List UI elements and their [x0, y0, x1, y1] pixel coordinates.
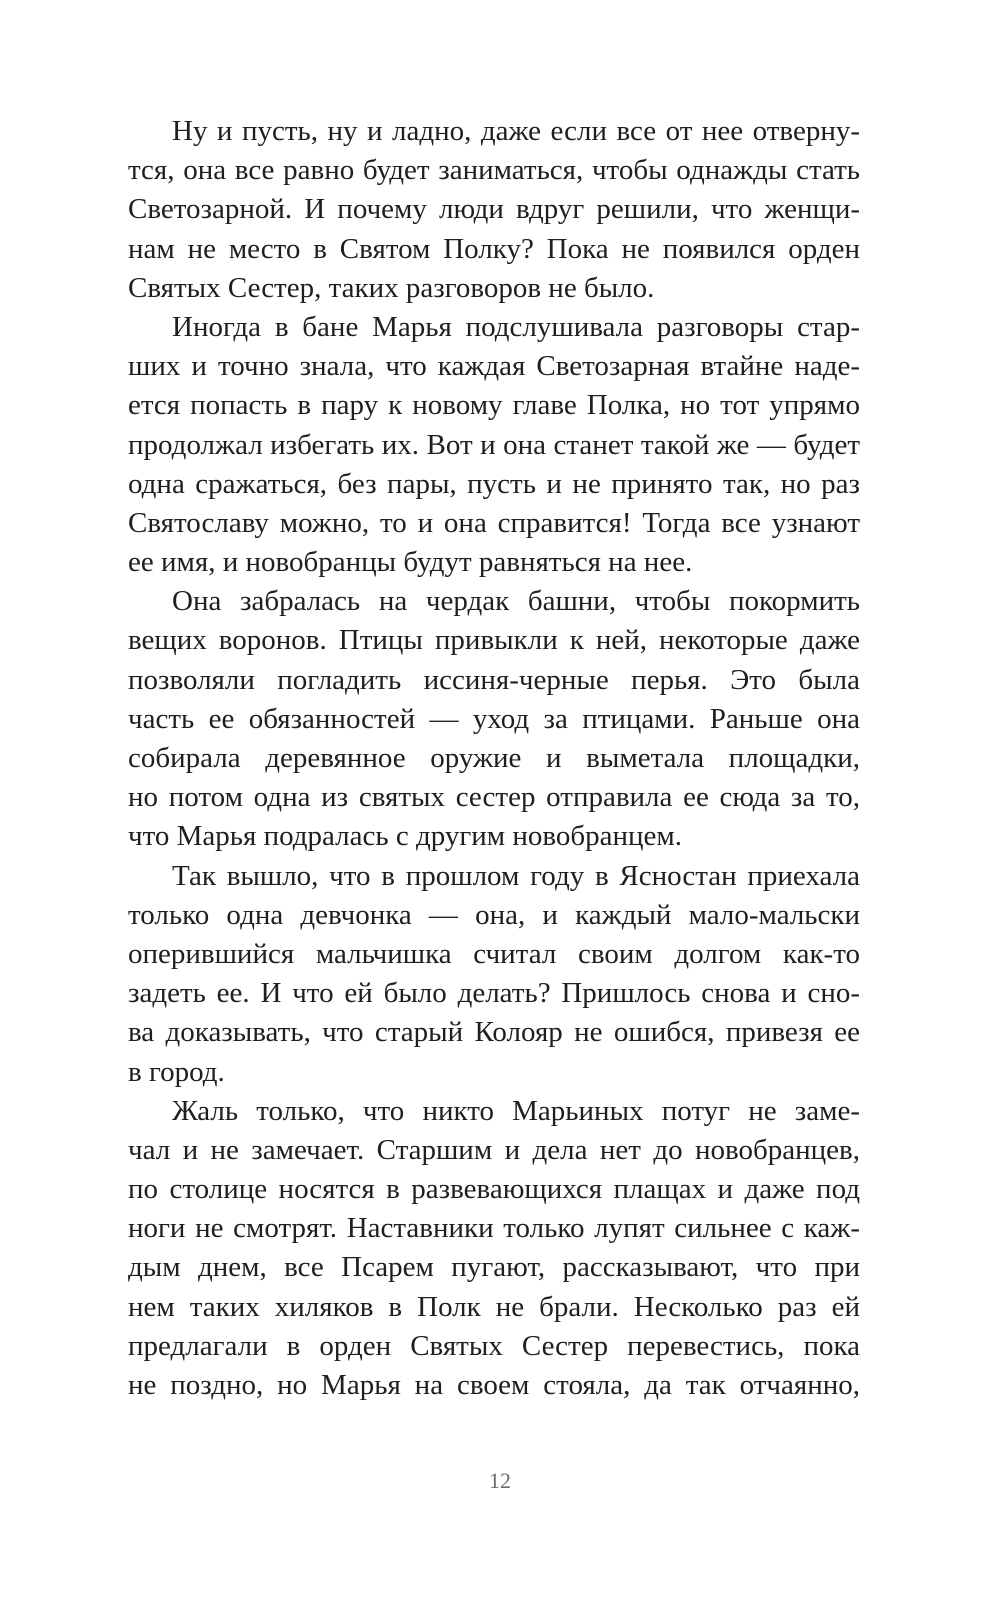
paragraph: [128, 582, 860, 856]
text-line: часть ее обязанностей — уход за птицами. Раньше она: [128, 702, 860, 735]
text-line: Она забралась на чердак башни, чтобы покормить: [172, 585, 860, 618]
text-line: задеть ее. И что ей было делать? Пришлось снова и сно-: [128, 977, 860, 1010]
text-line: ва доказывать, что старый Колояр не ошибся, привезя ее: [128, 1016, 860, 1049]
text-line: оперившийся мальчишка считал своим долгом как-то: [128, 937, 860, 970]
text-line: ноги не смотрят. Наставники только лупят сильнее с каж-: [128, 1212, 860, 1245]
text-line: собирала деревянное оружие и выметала площадки,: [128, 742, 860, 774]
text-line: Светозарной. И почему люди вдруг решили, что женщи-: [128, 193, 860, 226]
text-line: ее имя, и новобранцы будут равняться на нее.: [128, 546, 693, 579]
text-line: вещих воронов. Птицы привыкли к ней, некоторые даже: [128, 624, 860, 657]
text-line: продолжал избегать их. Вот и она станет такой же — будет: [128, 428, 860, 461]
text-line: чал и не замечает. Старшим и дела нет до новобранцев,: [128, 1133, 860, 1166]
text-line: по столице носятся в развевающихся плащах и даже под: [128, 1173, 860, 1206]
text-line: но потом одна из святых сестер отправила ее сюда за то,: [128, 781, 860, 814]
paragraph: [128, 1092, 860, 1406]
text-line: только одна девчонка — она, и каждый мало-мальски: [128, 898, 860, 931]
text-line: Так вышло, что в прошлом году в Ясностан приехала: [172, 859, 860, 892]
paragraph: [128, 308, 860, 582]
body-text: [128, 112, 860, 1405]
text-line: Ну и пусть, ну и ладно, даже если все от нее отверну-: [172, 115, 860, 147]
text-line: позволяли погладить иссиня-черные перья. Это была: [128, 663, 860, 696]
text-line: что Марья подралась с другим новобранцем.: [128, 820, 683, 853]
text-line: предлагали в орден Святых Сестер перевестись, пока: [128, 1329, 860, 1362]
text-line: дым днем, все Псарем пугают, рассказывают, что при: [128, 1251, 860, 1284]
text-line: Жаль только, что никто Марьиных потуг не заме-: [172, 1094, 860, 1127]
text-line: нем таких хиляков в Полк не брали. Несколько раз ей: [128, 1290, 860, 1323]
text-line: не поздно, но Марья на своем стояла, да так отчаянно,: [128, 1369, 860, 1401]
text-line: ется попасть в пару к новому главе Полка, но тот упрямо: [128, 389, 860, 422]
text-line: одна сражаться, без пары, пусть и не принято так, но раз: [128, 467, 860, 500]
text-line: тся, она все равно будет заниматься, чтобы однажды стать: [128, 154, 860, 187]
text-line: нам не место в Святом Полку? Пока не появился орден: [128, 232, 860, 265]
paragraph: [128, 857, 860, 1092]
paragraph: [128, 112, 860, 308]
page-number: 12: [489, 1468, 511, 1493]
text-line: в город.: [128, 1055, 225, 1088]
text-line: Святославу можно, то и она справится! Тогда все узнают: [128, 506, 860, 539]
text-line: Иногда в бане Марья подслушивала разговоры стар-: [172, 310, 860, 343]
text-line: Святых Сестер, таких разговоров не было.: [128, 271, 655, 304]
text-line: ших и точно знала, что каждая Светозарная втайне наде-: [128, 350, 860, 383]
